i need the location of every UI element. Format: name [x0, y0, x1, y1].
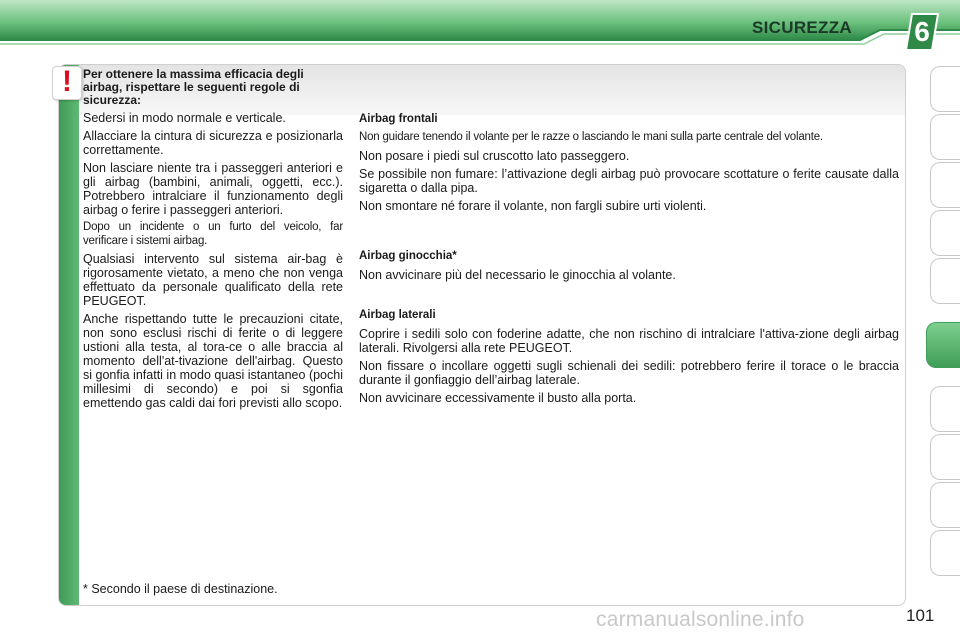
chapter-tab[interactable] [930, 66, 960, 112]
warning-exclamation-icon: ! [62, 65, 72, 98]
chapter-tab[interactable] [930, 386, 960, 432]
chapter-tab[interactable] [930, 114, 960, 160]
paragraph: Non avvicinare eccessivamente il busto alla porta. [359, 390, 637, 405]
section-title: SICUREZZA [752, 18, 852, 37]
watermark: carmanualsonline.info [596, 608, 805, 631]
paragraph: Qualsiasi intervento sul sistema air-bag è rigorosamente vietato, a meno che non venga effettuato da personale qualificato della rete PEUGEOT. [83, 252, 343, 308]
heading-airbag-frontali: Airbag frontali [359, 113, 438, 125]
paragraph: Anche rispettando tutte le precauzioni citate, non sono esclusi rischi di ferite o di leggere ustioni alla testa, al tora-ce o alle braccia al momento dell'at-tivazione dell'airbag. Questo si gonfia infatti in modo quasi istantaneo (pochi millesimi di secondo) e poi si sgonfia emettendo gas caldi dai fori previsti allo scopo. [83, 312, 343, 410]
paragraph: Allacciare la cintura di sicurezza e posizionarla correttamente. [83, 129, 343, 157]
chapter-tab[interactable] [930, 530, 960, 576]
footnote: * Secondo il paese di destinazione. [83, 582, 278, 596]
lead-heading: Per ottenere la massima efficacia degli airbag, rispettare le seguenti regole di sicurezza: [83, 67, 304, 107]
paragraph: Dopo un incidente o un furto del veicolo, far verificare i sistemi airbag. [83, 221, 343, 247]
paragraph: Non lasciare niente tra i passeggeri anteriori e gli airbag (bambini, animali, oggetti, ecc.). Potrebbero intralciare il funzionamento degli airbag o ferire i passeggeri anteriori. [83, 161, 343, 217]
paragraph: Coprire i sedili solo con foderine adatte, che non rischino di intralciare l'attiva-zione degli airbag laterali. Rivolgersi alla rete PEUGEOT. [359, 326, 899, 355]
paragraph: Non guidare tenendo il volante per le razze o lasciando le mani sulla parte centrale del volante. [359, 131, 823, 143]
chapter-tabs [924, 66, 960, 576]
chapter-tab[interactable] [930, 210, 960, 256]
chapter-tab[interactable] [930, 482, 960, 528]
left-column [83, 68, 343, 414]
chapter-tab[interactable] [930, 258, 960, 304]
right-column [359, 112, 899, 409]
paragraph: Non avvicinare più del necessario le ginocchia al volante. [359, 267, 676, 282]
chapter-tab[interactable] [930, 434, 960, 480]
paragraph: Non smontare né forare il volante, non fargli subire urti violenti. [359, 198, 707, 213]
paragraph: Non fissare o incollare oggetti sugli schienali dei sedili: potrebbero ferire il torace o le braccia durante il gonfiaggio dell’airbag laterale. [359, 358, 899, 387]
paragraph: Non posare i piedi sul cruscotto lato passeggero. [359, 148, 630, 163]
panel-accent-bar [59, 65, 79, 606]
chapter-number: 6 [914, 16, 930, 47]
chapter-tab-active[interactable] [926, 322, 960, 368]
chapter-tab[interactable] [930, 162, 960, 208]
heading-airbag-laterali: Airbag laterali [359, 308, 436, 321]
paragraph: Se possibile non fumare: l’attivazione degli airbag può provocare scottature o ferite causate dalla sigaretta o dalla pipa. [359, 166, 899, 195]
heading-airbag-ginocchia: Airbag ginocchia* [359, 249, 457, 262]
paragraph: Sedersi in modo normale e verticale. [83, 111, 286, 125]
page-number: 101 [906, 606, 935, 625]
